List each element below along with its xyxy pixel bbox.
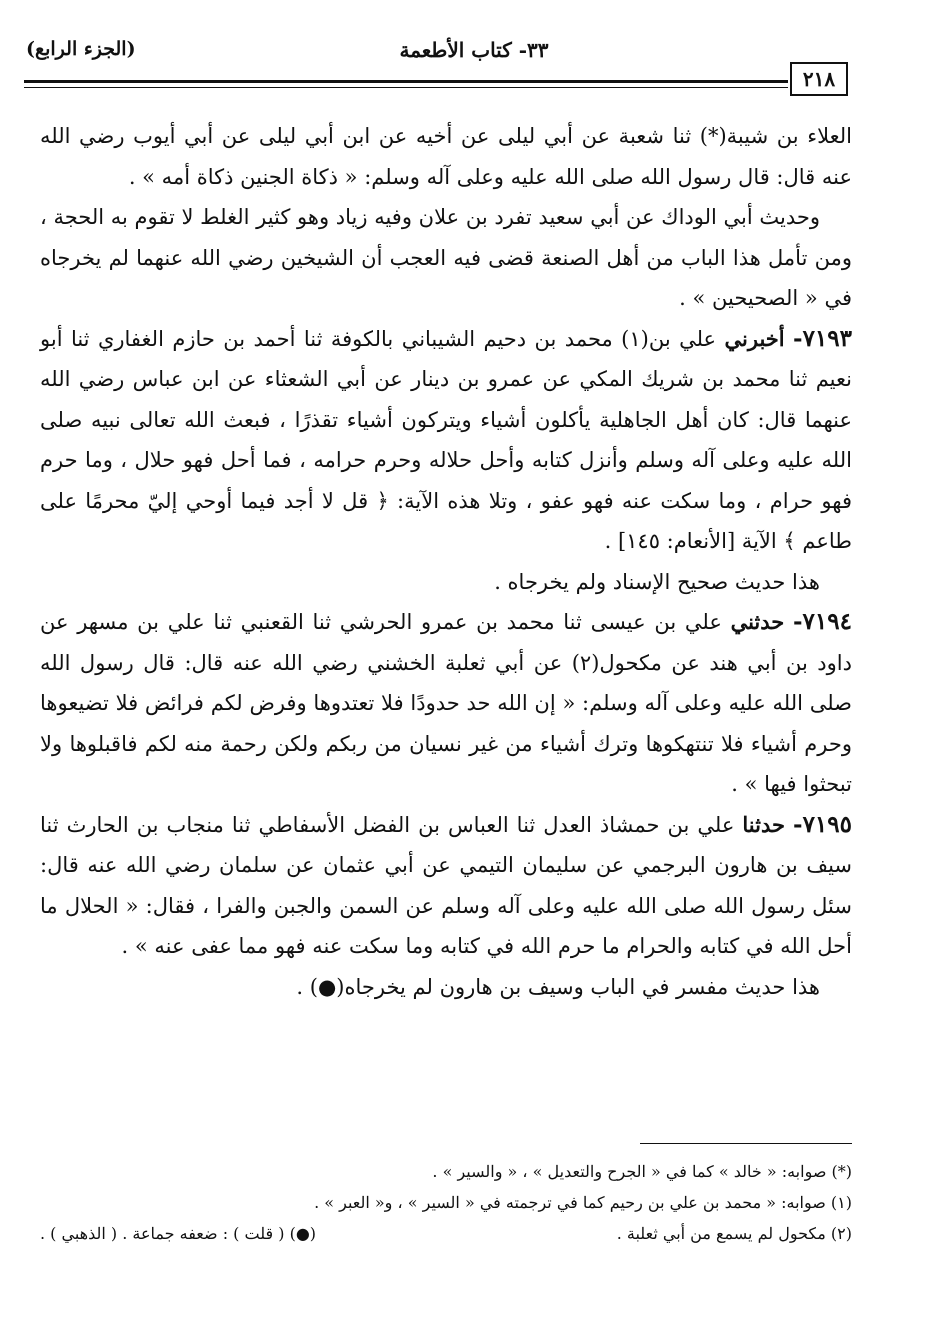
header-rule-thick xyxy=(24,80,788,83)
footnote-divider xyxy=(640,1143,852,1144)
transmission-keyword: حدثني xyxy=(730,609,785,634)
page-number: ٢١٨ xyxy=(790,62,848,96)
hadith-grade: هذا حديث مفسر في الباب وسيف بن هارون لم يخرجاه(●) . xyxy=(296,974,820,999)
hadith-number: ٧١٩٥- xyxy=(793,810,852,838)
hadith-grade: هذا حديث صحيح الإسناد ولم يخرجاه . xyxy=(494,569,820,594)
chapter-title: ٣٣- كتاب الأطعمة xyxy=(399,38,549,62)
footnote-1: (١) صوابه: « محمد بن علي بن رحيم كما في ترجمته في « السير » ، و« العبر » . xyxy=(314,1193,852,1212)
footnote-row xyxy=(40,1218,852,1249)
page-header xyxy=(24,34,924,74)
hadith-number: ٧١٩٤- xyxy=(793,608,852,635)
hadith-number: ٧١٩٣- xyxy=(793,324,852,352)
hadith-7195 xyxy=(40,805,852,967)
footnote-dot: (●) ( قلت ) : ضعفه جماعة . ( الذهبي ) . xyxy=(40,1224,317,1243)
volume-label: (الجزء الرابع) xyxy=(26,38,136,60)
footnotes xyxy=(40,1156,852,1249)
paragraph-2: وحديث أبي الوداك عن أبي سعيد تفرد بن علان وفيه زياد وهو كثير الغلط لا تقوم به الحجة ، ومن تأمل هذا الباب من أهل الصنعة قضى فيه العجب أن الشيخين رضي الله عنهما لم يخرجاه في « الصحيحين » . xyxy=(40,205,852,310)
hadith-7194 xyxy=(40,602,852,805)
footnote-star: (*) صوابه: « خالد » كما في « الجرح والتعديل » ، « والسير » . xyxy=(432,1162,852,1181)
hadith-text: علي بن(١) محمد بن دحيم الشيباني بالكوفة ثنا أحمد بن حازم الغفاري ثنا أبو نعيم ثنا محمد بن شريك المكي عن عمرو بن دينار عن أبي الشعثاء عن ابن عباس رضي الله عنهما قال: كان أهل الجاهلية يأكلون أشياء ويتركون أشياء تقذرًا ، فبعث الله تعالى نبيه صلى الله عليه وعلى آله وسلم وأنزل كتابه وأحل حلاله وحرم حرامه ، فما أحل فهو حلال ، وما حرم فهو حرام ، وما سكت عنه فهو عفو ، وتلا هذه الآية: ﴿ قل لا أجد فيما أوحي إليّ محرمًا على طاعم ﴾ الآية [الأنعام: ١٤٥] . xyxy=(40,326,852,553)
footnote-2: (٢) مكحول لم يسمع من أبي ثعلبة . xyxy=(616,1224,852,1243)
hadith-text: علي بن عيسى ثنا محمد بن عمرو الحرشي ثنا القعنبي ثنا علي بن مسهر عن داود بن أبي هند عن مكحول(٢) عن أبي ثعلبة الخشني رضي الله عنه قال: قال رسول الله صلى الله عليه وعلى آله وسلم: « إن الله حد حدودًا فلا تعتدوها وفرض لكم فرائض فلا تضيعوها وحرم أشياء فلا تنتهكوها وترك أشياء من غير نسيان من ربكم ولكن رحمة منه لكم فاقبلوها ولا تبحثوا فيها » . xyxy=(40,610,852,796)
main-text xyxy=(40,116,852,1007)
header-rule-thin xyxy=(24,87,788,88)
paragraph-1: العلاء بن شيبة(*) ثنا شعبة عن أبي ليلى عن أخيه عن ابن أبي ليلى عن أبي أيوب رضي الله عنه قال: قال رسول الله صلى الله عليه وعلى آله وسلم: « ذكاة الجنين ذكاة أمه » . xyxy=(40,124,852,189)
transmission-keyword: حدثنا xyxy=(742,811,785,837)
hadith-text: علي بن حمشاذ العدل ثنا العباس بن الفضل الأسفاطي ثنا منجاب بن الحارث ثنا سيف بن هارون البرجمي عن سليمان التيمي عن أبي عثمان عن سلمان رضي الله عنه قال: سئل رسول الله صلى الله عليه وعلى آله وسلم عن السمن والجبن والفرا ، فقال: « الحلال ما أحل الله في كتابه والحرام ما حرم الله في كتابه وما سكت عنه فهو مما عفى عنه » . xyxy=(40,812,852,958)
hadith-7193 xyxy=(40,319,852,562)
transmission-keyword: أخبرني xyxy=(724,325,785,351)
